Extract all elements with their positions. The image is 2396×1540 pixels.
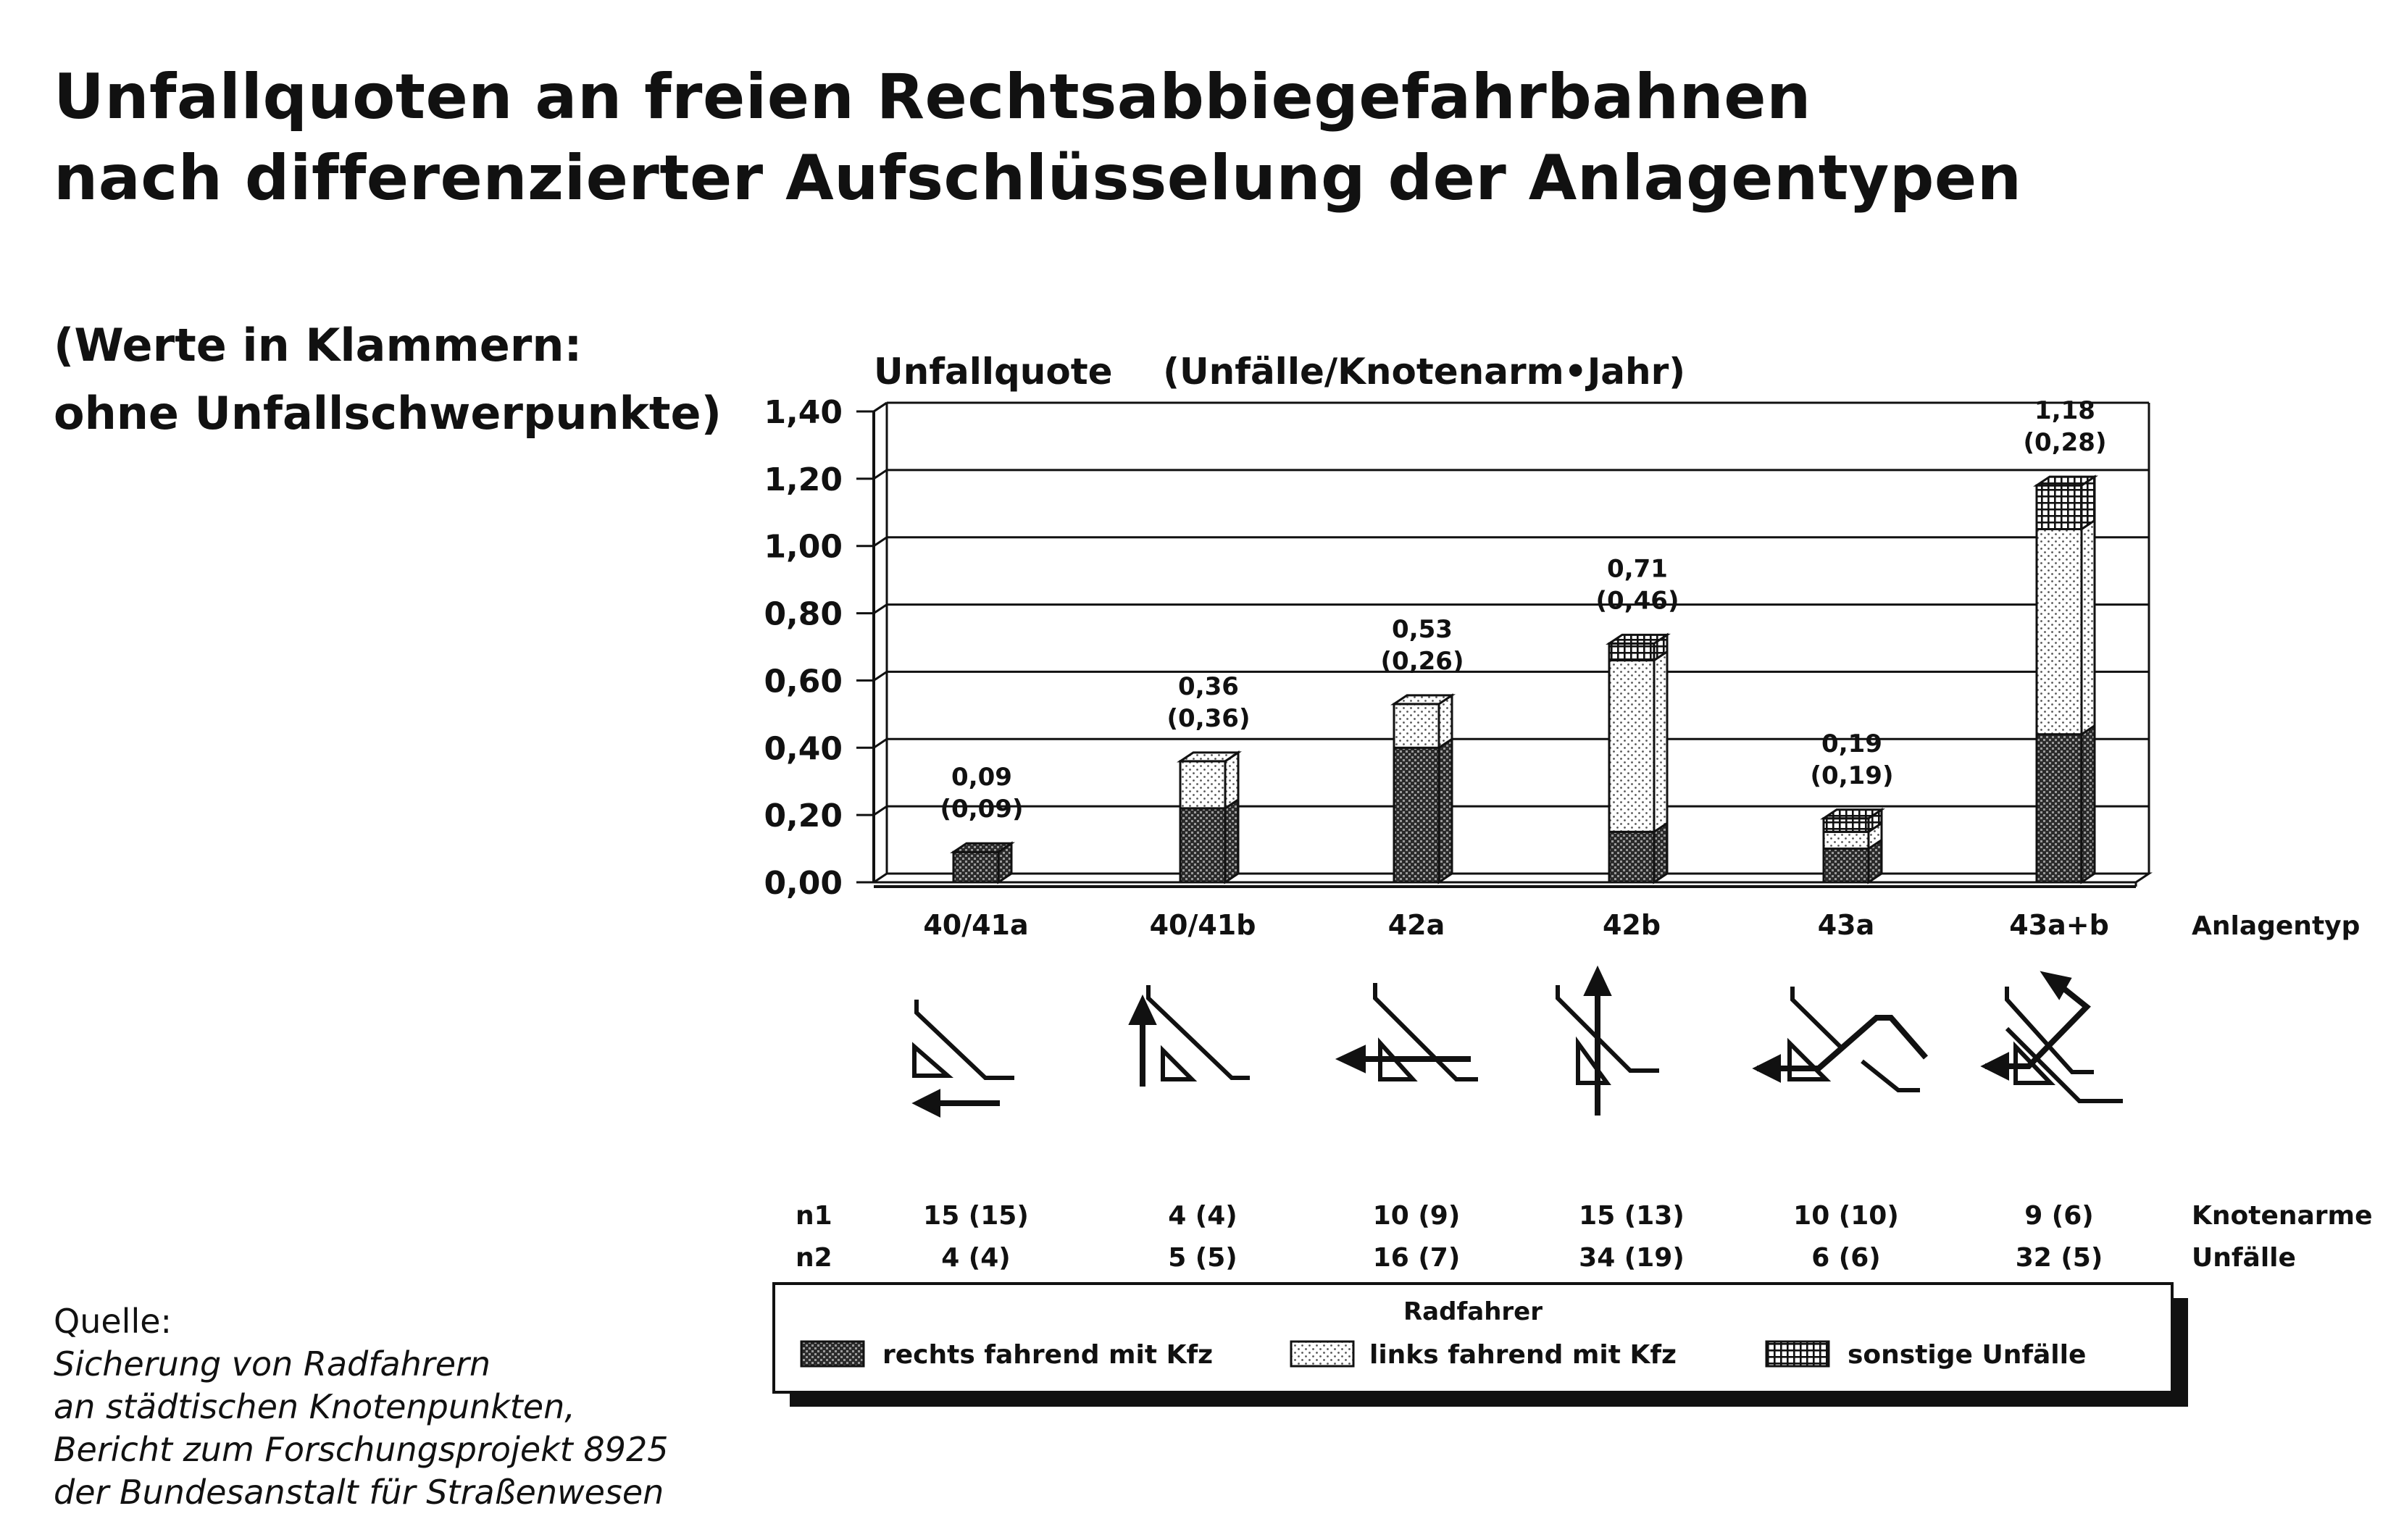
bar-total-label: 0,19 bbox=[1821, 729, 1882, 758]
gridline-side-7 bbox=[874, 403, 887, 411]
bar-side-43a-b-rechts-fahrend-mit-kfz bbox=[2082, 726, 2095, 882]
source-line-4: der Bundesanstalt für Straßenwesen bbox=[54, 1473, 664, 1512]
n1-row bbox=[923, 1201, 2094, 1231]
bar-total-label: 0,36 bbox=[1178, 671, 1239, 701]
gridline-side-4 bbox=[874, 605, 887, 614]
n2-value: 5 (5) bbox=[1168, 1243, 1237, 1273]
bar-excl-label: (0,26) bbox=[1380, 646, 1464, 676]
n2-value: 16 (7) bbox=[1372, 1243, 1461, 1273]
bar-stack-40-41a bbox=[953, 843, 1011, 882]
legend-label-sonstige: sonstige Unfälle bbox=[1848, 1340, 2087, 1370]
legend-title: Radfahrer bbox=[1403, 1297, 1543, 1326]
y-tick-label: 0,20 bbox=[764, 798, 843, 835]
n1-value: 15 (13) bbox=[1579, 1201, 1685, 1231]
n2-value: 4 (4) bbox=[941, 1243, 1011, 1273]
bar-43a-b-links-fahrend-mit-kfz bbox=[2037, 530, 2082, 735]
x-tick-label: 42b bbox=[1602, 909, 1661, 941]
bar-side-42a-rechts-fahrend-mit-kfz bbox=[1439, 739, 1452, 882]
bar-excl-label: (0,36) bbox=[1166, 703, 1251, 733]
diagram-40-41b bbox=[1132, 985, 1250, 1087]
legend-label-rechts: rechts fahrend mit Kfz bbox=[882, 1340, 1214, 1370]
bar-43a-sonstige-unf-lle bbox=[1824, 819, 1869, 832]
bar-42b-rechts-fahrend-mit-kfz bbox=[1609, 832, 1654, 882]
n1-value: 10 (9) bbox=[1372, 1201, 1461, 1231]
x-axis-label: Anlagentyp bbox=[2192, 911, 2360, 941]
n2-row bbox=[941, 1243, 2103, 1273]
bar-total-label: 0,53 bbox=[1392, 614, 1453, 644]
y-axis bbox=[764, 394, 874, 902]
x-axis bbox=[923, 909, 2108, 941]
diagram-43a bbox=[1757, 987, 1926, 1090]
n1-label: n1 bbox=[796, 1201, 832, 1231]
y-tick-label: 0,60 bbox=[764, 663, 843, 700]
y-tick-label: 0,80 bbox=[764, 595, 843, 633]
x-tick-label: 40/41b bbox=[1149, 909, 1256, 941]
n1-value: 9 (6) bbox=[2024, 1201, 2094, 1231]
diagram-40-41a bbox=[914, 1000, 1014, 1114]
n1-caption: Knotenarme bbox=[2192, 1201, 2373, 1231]
bar-side-43a-b-links-fahrend-mit-kfz bbox=[2082, 521, 2095, 735]
source-label: Quelle: bbox=[54, 1302, 172, 1341]
bar-stack-43a bbox=[1824, 810, 1882, 882]
bar-42a-links-fahrend-mit-kfz bbox=[1394, 704, 1439, 748]
bar-excl-label: (0,09) bbox=[940, 795, 1024, 824]
bar-40-41b-links-fahrend-mit-kfz bbox=[1180, 761, 1225, 808]
x-tick-label: 43a+b bbox=[2009, 909, 2109, 941]
bar-total-label: 0,09 bbox=[951, 763, 1012, 792]
bar-stack-43a-b bbox=[2037, 477, 2095, 882]
legend-label-links: links fahrend mit Kfz bbox=[1369, 1340, 1677, 1370]
layout-diagrams bbox=[914, 971, 2123, 1116]
bar-43a-rechts-fahrend-mit-kfz bbox=[1824, 849, 1869, 882]
bar-43a-b-rechts-fahrend-mit-kfz bbox=[2037, 735, 2082, 882]
y-tick-label: 0,00 bbox=[764, 865, 843, 902]
n1-value: 15 (15) bbox=[923, 1201, 1029, 1231]
legend-item-rechts bbox=[801, 1340, 1213, 1370]
title-line-2: nach differenzierter Aufschlüsselung der Anlagentypen bbox=[54, 142, 2022, 214]
y-tick-label: 0,40 bbox=[764, 730, 843, 768]
source-line-2: an städtischen Knotenpunkten, bbox=[54, 1387, 575, 1426]
gridlines bbox=[874, 403, 2149, 815]
x-tick-label: 42a bbox=[1387, 909, 1445, 941]
legend bbox=[774, 1284, 2188, 1407]
y-tick-label: 1,40 bbox=[764, 394, 843, 431]
n2-value: 34 (19) bbox=[1579, 1243, 1685, 1273]
n2-value: 32 (5) bbox=[2015, 1243, 2103, 1273]
bar-42b-sonstige-unf-lle bbox=[1609, 643, 1654, 660]
gridline-side-2 bbox=[874, 739, 887, 748]
bar-stack-42b bbox=[1609, 635, 1667, 882]
note-line-1: (Werte in Klammern: bbox=[54, 319, 583, 372]
bar-42a-rechts-fahrend-mit-kfz bbox=[1394, 748, 1439, 882]
note-line-2: ohne Unfallschwerpunkte) bbox=[54, 387, 722, 440]
legend-swatch-rechts bbox=[801, 1342, 864, 1366]
bar-excl-label: (0,28) bbox=[2023, 428, 2107, 458]
legend-swatch-links bbox=[1291, 1342, 1353, 1366]
n2-value: 6 (6) bbox=[1811, 1243, 1881, 1273]
x-tick-label: 43a bbox=[1817, 909, 1875, 941]
bar-side-40-41b-rechts-fahrend-mit-kfz bbox=[1225, 800, 1238, 882]
n1-value: 10 (10) bbox=[1793, 1201, 1899, 1231]
x-tick-label: 40/41a bbox=[923, 909, 1029, 941]
source-line-3: Bericht zum Forschungsprojekt 8925 bbox=[54, 1430, 669, 1469]
diagram-42a bbox=[1340, 983, 1478, 1079]
gridline-side-5 bbox=[874, 537, 887, 546]
bar-side-42b-rechts-fahrend-mit-kfz bbox=[1654, 823, 1667, 882]
bar-stack-40-41b bbox=[1180, 753, 1238, 882]
diagram-43a-b bbox=[1985, 974, 2123, 1101]
gridline-side-3 bbox=[874, 671, 887, 680]
bar-total-label: 0,71 bbox=[1607, 554, 1668, 584]
chart-title: Unfallquote (Unfälle/Knotenarm•Jahr) bbox=[874, 351, 1686, 393]
bar-43a-b-sonstige-unf-lle bbox=[2037, 485, 2082, 529]
title-line-1: Unfallquoten an freien Rechtsabbiegefahrbahnen bbox=[54, 61, 1811, 133]
bar-42b-links-fahrend-mit-kfz bbox=[1609, 661, 1654, 832]
bar-excl-label: (0,46) bbox=[1595, 586, 1679, 616]
bar-40-41b-rechts-fahrend-mit-kfz bbox=[1180, 808, 1225, 882]
gridline-side-1 bbox=[874, 806, 887, 815]
plot-frame bbox=[874, 403, 2149, 887]
n2-caption: Unfälle bbox=[2192, 1243, 2296, 1273]
bar-40-41a-rechts-fahrend-mit-kfz bbox=[953, 852, 998, 882]
bar-side-42b-links-fahrend-mit-kfz bbox=[1654, 652, 1667, 832]
n2-label: n2 bbox=[796, 1243, 832, 1273]
legend-item-links bbox=[1291, 1340, 1677, 1370]
source-line-1: Sicherung von Radfahrern bbox=[54, 1344, 491, 1384]
bar-43a-links-fahrend-mit-kfz bbox=[1824, 832, 1869, 848]
bar-excl-label: (0,19) bbox=[1810, 761, 1894, 790]
bar-total-label: 1,18 bbox=[2034, 396, 2095, 426]
legend-item-sonstige bbox=[1766, 1340, 2086, 1370]
diagram-42b bbox=[1558, 971, 1659, 1116]
bar-labels bbox=[940, 396, 2107, 824]
y-tick-label: 1,20 bbox=[764, 461, 843, 498]
legend-swatch-sonstige bbox=[1766, 1342, 1829, 1366]
gridline-side-6 bbox=[874, 470, 887, 479]
n1-value: 4 (4) bbox=[1168, 1201, 1237, 1231]
y-tick-label: 1,00 bbox=[764, 528, 843, 566]
bar-stack-42a bbox=[1394, 695, 1452, 882]
